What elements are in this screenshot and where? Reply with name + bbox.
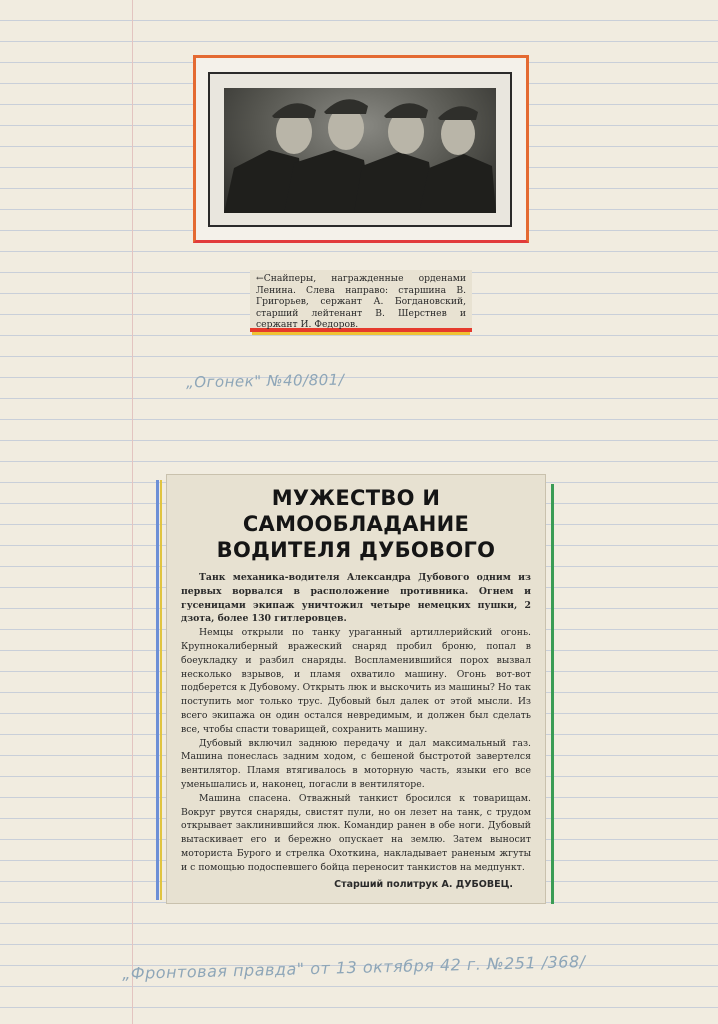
article-paragraph: Дубовый включил заднюю передачу и дал максимальный газ. Машина понеслась задним ходом, с бешеной быстротой завертелся вентилятор. Пламя втягивалось в моторную часть, языки его все уменьшались и, наконец, погасли в вентиляторе. [181, 737, 531, 790]
article-paragraph: Машина спасена. Отважный танкист бросился к товарищам. Вокруг рвутся снаряды, свистят пули, но он лезет на танк, с трудом открывает заклинившийся люк. Командир ранен в обе ноги. Дубовый вытаскивает его и бережно опускает на землю. Затем выносит моториста Бурого и стрелка Охоткина, накладывает раненым жгуты и с помощью подоспевшего бойца переносит танкистов на медпункт. [181, 792, 531, 873]
sniper-group-photo [224, 88, 496, 213]
photo-mat [208, 72, 512, 227]
handwritten-source-note: „Огонек" №40/801/ [185, 370, 345, 392]
article-headline: МУЖЕСТВО И САМООБЛАДАНИЕ ВОДИТЕЛЯ ДУБОВОГО [216, 486, 496, 562]
photo-caption: ←Снайперы, награжденные орденами Ленина. Слева направо: старшина В. Григорьев, сержант А. Богдановский, старший лейтенант В. Шерстнев и сержант И. Федоров. [250, 270, 472, 332]
blue-pencil-stripe [156, 480, 159, 900]
article-paragraph: Немцы открыли по танку ураганный артиллерийский огонь. Крупнокалиберный вражеский снаряд пробил броню, попал в боеукладку и разбил снаряды. Воспламенившийся порох вызвал несколько взрывов, и пламя охватило машину. Огонь вот-вот подберется к Дубовому. Открыть люк и выскочить из машины? Но так поступить мог только трус. Дубовый был далек от этой мысли. Из всего экипажа он один остался невредимым, и должен был сделать все, чтобы спасти товарищей, сохранить машину. [181, 627, 531, 735]
notebook-margin-line [132, 0, 133, 1024]
yellow-pencil-stripe [160, 480, 162, 900]
soldiers-silhouette-icon [224, 88, 496, 213]
handwritten-source-note-bottom: „Фронтовая правда" от 13 октября 42 г. №251 /368/ [121, 951, 586, 984]
article-paragraph: Танк механика-водителя Александра Дубового одним из первых ворвался в расположение противника. Огнем и гусеницами экипаж уничтожил четыре немецких пушки, 2 дзота, более 130 гитлеровцев. [181, 572, 531, 625]
article-signature: Старший политрук А. ДУБОВЕЦ. [334, 878, 513, 890]
photo-frame [193, 55, 529, 243]
green-pencil-stripe [551, 484, 554, 904]
newspaper-clipping [166, 474, 546, 904]
